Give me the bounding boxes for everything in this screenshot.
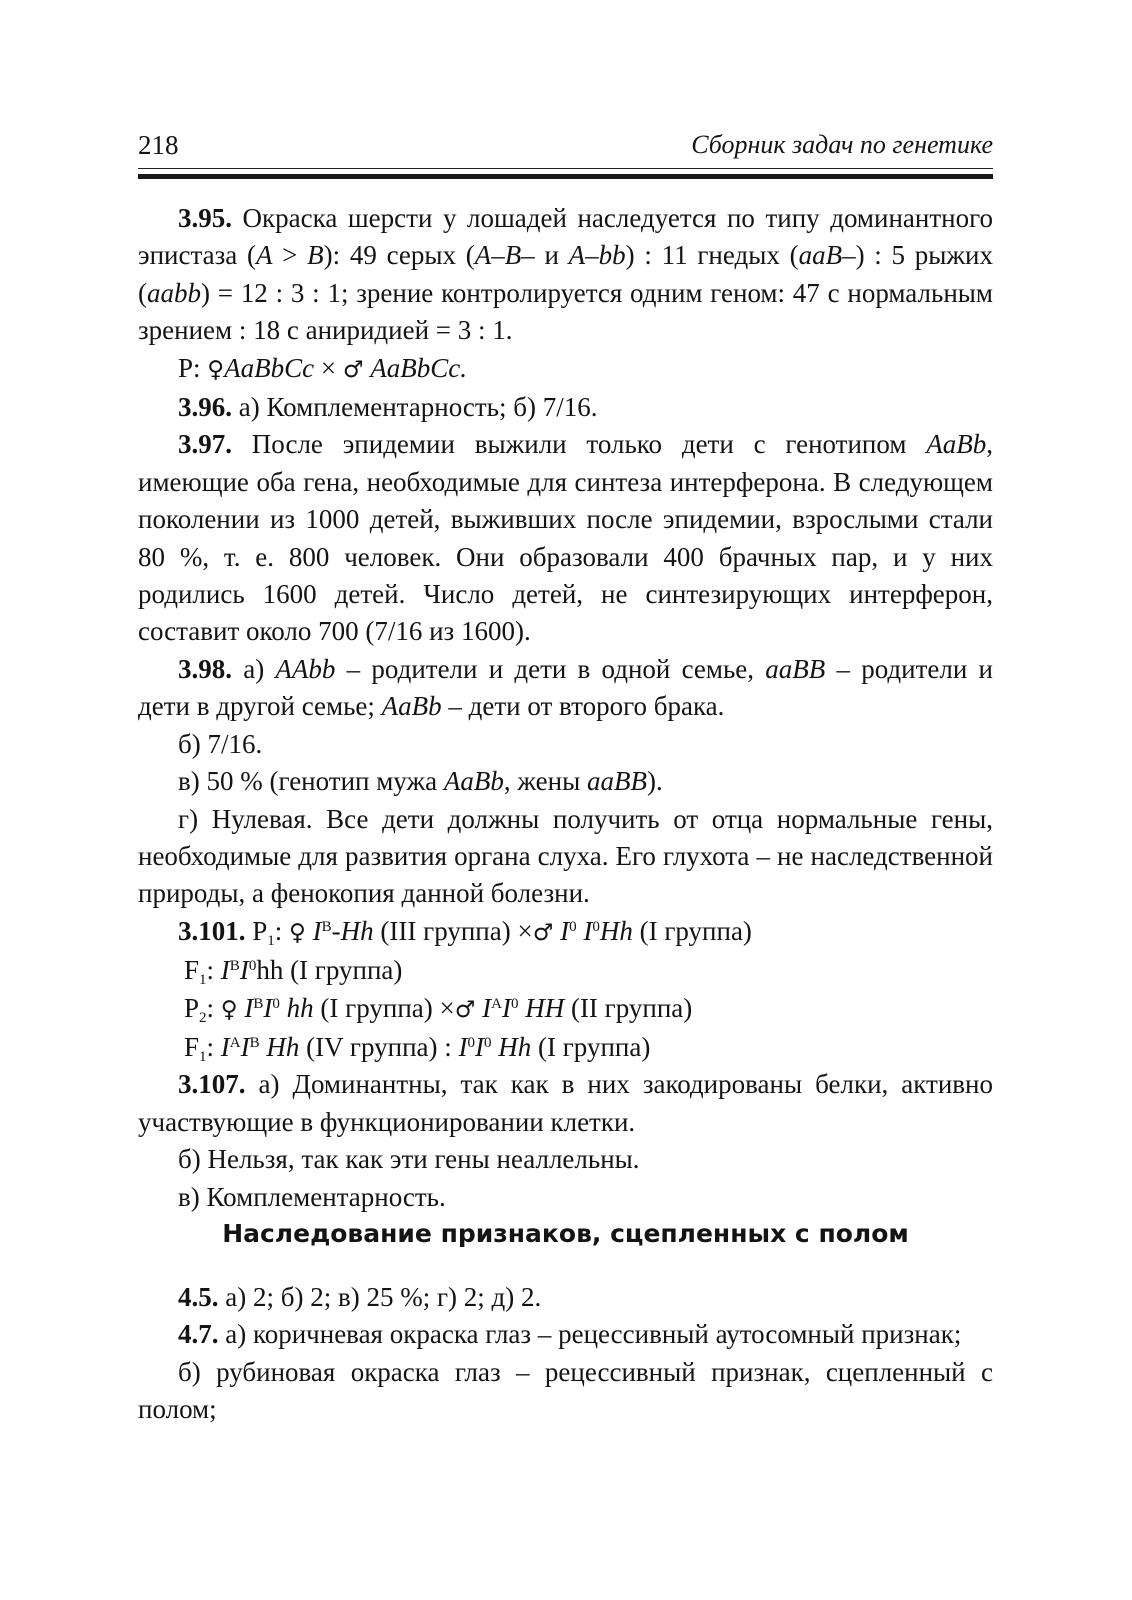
- answer-3-95: 3.95. Окраска шерсти у лошадей наследуется по типу доминантного эпистаза (A > B): 49 серых (A–B– и A–bb) : 11 гнедых (aaB–) : 5 рыжих (aabb) = 12 : 3 : 1; зрение контролируется одним геном: 47 с нормальным зрением : 18 с аниридией = 3 : 1.: [138, 203, 993, 346]
- answer-3-96: 3.96. а) Комплементарность; б) 7/16.: [178, 392, 598, 423]
- answers-block-2: [138, 1279, 993, 1429]
- header-rule-thick: [138, 174, 993, 179]
- answer-3-98-c: в) 50 % (генотип мужа AaBb, жены aaBB).: [178, 766, 663, 797]
- male-symbol: ♂: [454, 996, 476, 1023]
- answer-3-101-f1: $F_1$: $I^BI^0hh$ (I группа): [184, 955, 403, 989]
- answer-3-107-b: б) Нельзя, так как эти гены неаллельны.: [178, 1144, 640, 1175]
- section-heading: Наследование признаков, сцепленных с полом: [222, 1219, 909, 1248]
- header-rule-thin: [138, 168, 993, 169]
- answer-4-7-b: б) рубиновая окраска глаз – рецессивный признак, сцепленный с полом;: [138, 1356, 993, 1425]
- answer-3-98: 3.98. а) AAbb – родители и дети в одной семье, aaBB – родители и дети в другой семье; AaBb – дети от второго брака.: [138, 653, 993, 722]
- answer-3-107: 3.107. а) Доминантны, так как в них закодированы белки, активно участвующие в функционировании клетки.: [138, 1069, 993, 1137]
- answer-3-101-p2: $P_2$: ♀ $I^BI^0$ hh (I группа) ×♂ $I^AI^0$ HH (II группа): [184, 992, 693, 1026]
- page-header: [138, 122, 993, 162]
- answer-3-95-cross: P: ♀AaBbCc × ♂ AaBbCc.: [178, 352, 467, 383]
- answer-4-5: 4.5. а) 2; б) 2; в) 25 %; г) 2; д) 2.: [178, 1282, 542, 1312]
- answer-3-98-d: г) Нулевая. Все дети должны получить от отца нормальные гены, необходимые для развития органа слуха. Его глухота – не наследственной природы, а фенокопия данной болезни.: [138, 803, 993, 909]
- running-title: Сборник задач по генетике: [691, 130, 993, 159]
- answers-block: [138, 200, 993, 1216]
- female-symbol: ♀: [207, 356, 225, 383]
- answer-3-101: 3.101. $P_1$: ♀ $I^B-Hh$ (III группа) ×♂ $I^0$ $I^0Hh$ (I группа): [178, 915, 752, 949]
- male-symbol: ♂: [532, 919, 554, 946]
- male-symbol: ♂: [342, 356, 364, 383]
- answer-3-107-c: в) Комплементарность.: [178, 1181, 446, 1212]
- answer-4-7: 4.7. а) коричневая окраска глаз – рецессивный аутосомный признак;: [178, 1319, 962, 1350]
- answer-3-101-f1b: $F_1$: $I^AI^B$ Hh (IV группа) : $I^0I^0$ Hh (I группа): [184, 1031, 651, 1065]
- answer-3-97: 3.97. После эпидемии выжили только дети с генотипом AaBb, имеющие оба гена, необходимые для синтеза интерферона. В следующем поколении из 1000 детей, выживших после эпидемии, взрослыми стали 80 %, т. е. 800 человек. Они образовали 400 брачных пар, и у них родились 1600 детей. Число детей, не синтезирующих интерферон, составит около 700 (7/16 из 1600).: [138, 429, 993, 647]
- female-symbol: ♀: [289, 919, 306, 946]
- answer-3-98-b: б) 7/16.: [178, 728, 263, 759]
- female-symbol: ♀: [220, 996, 238, 1023]
- page-number: 218: [138, 130, 179, 160]
